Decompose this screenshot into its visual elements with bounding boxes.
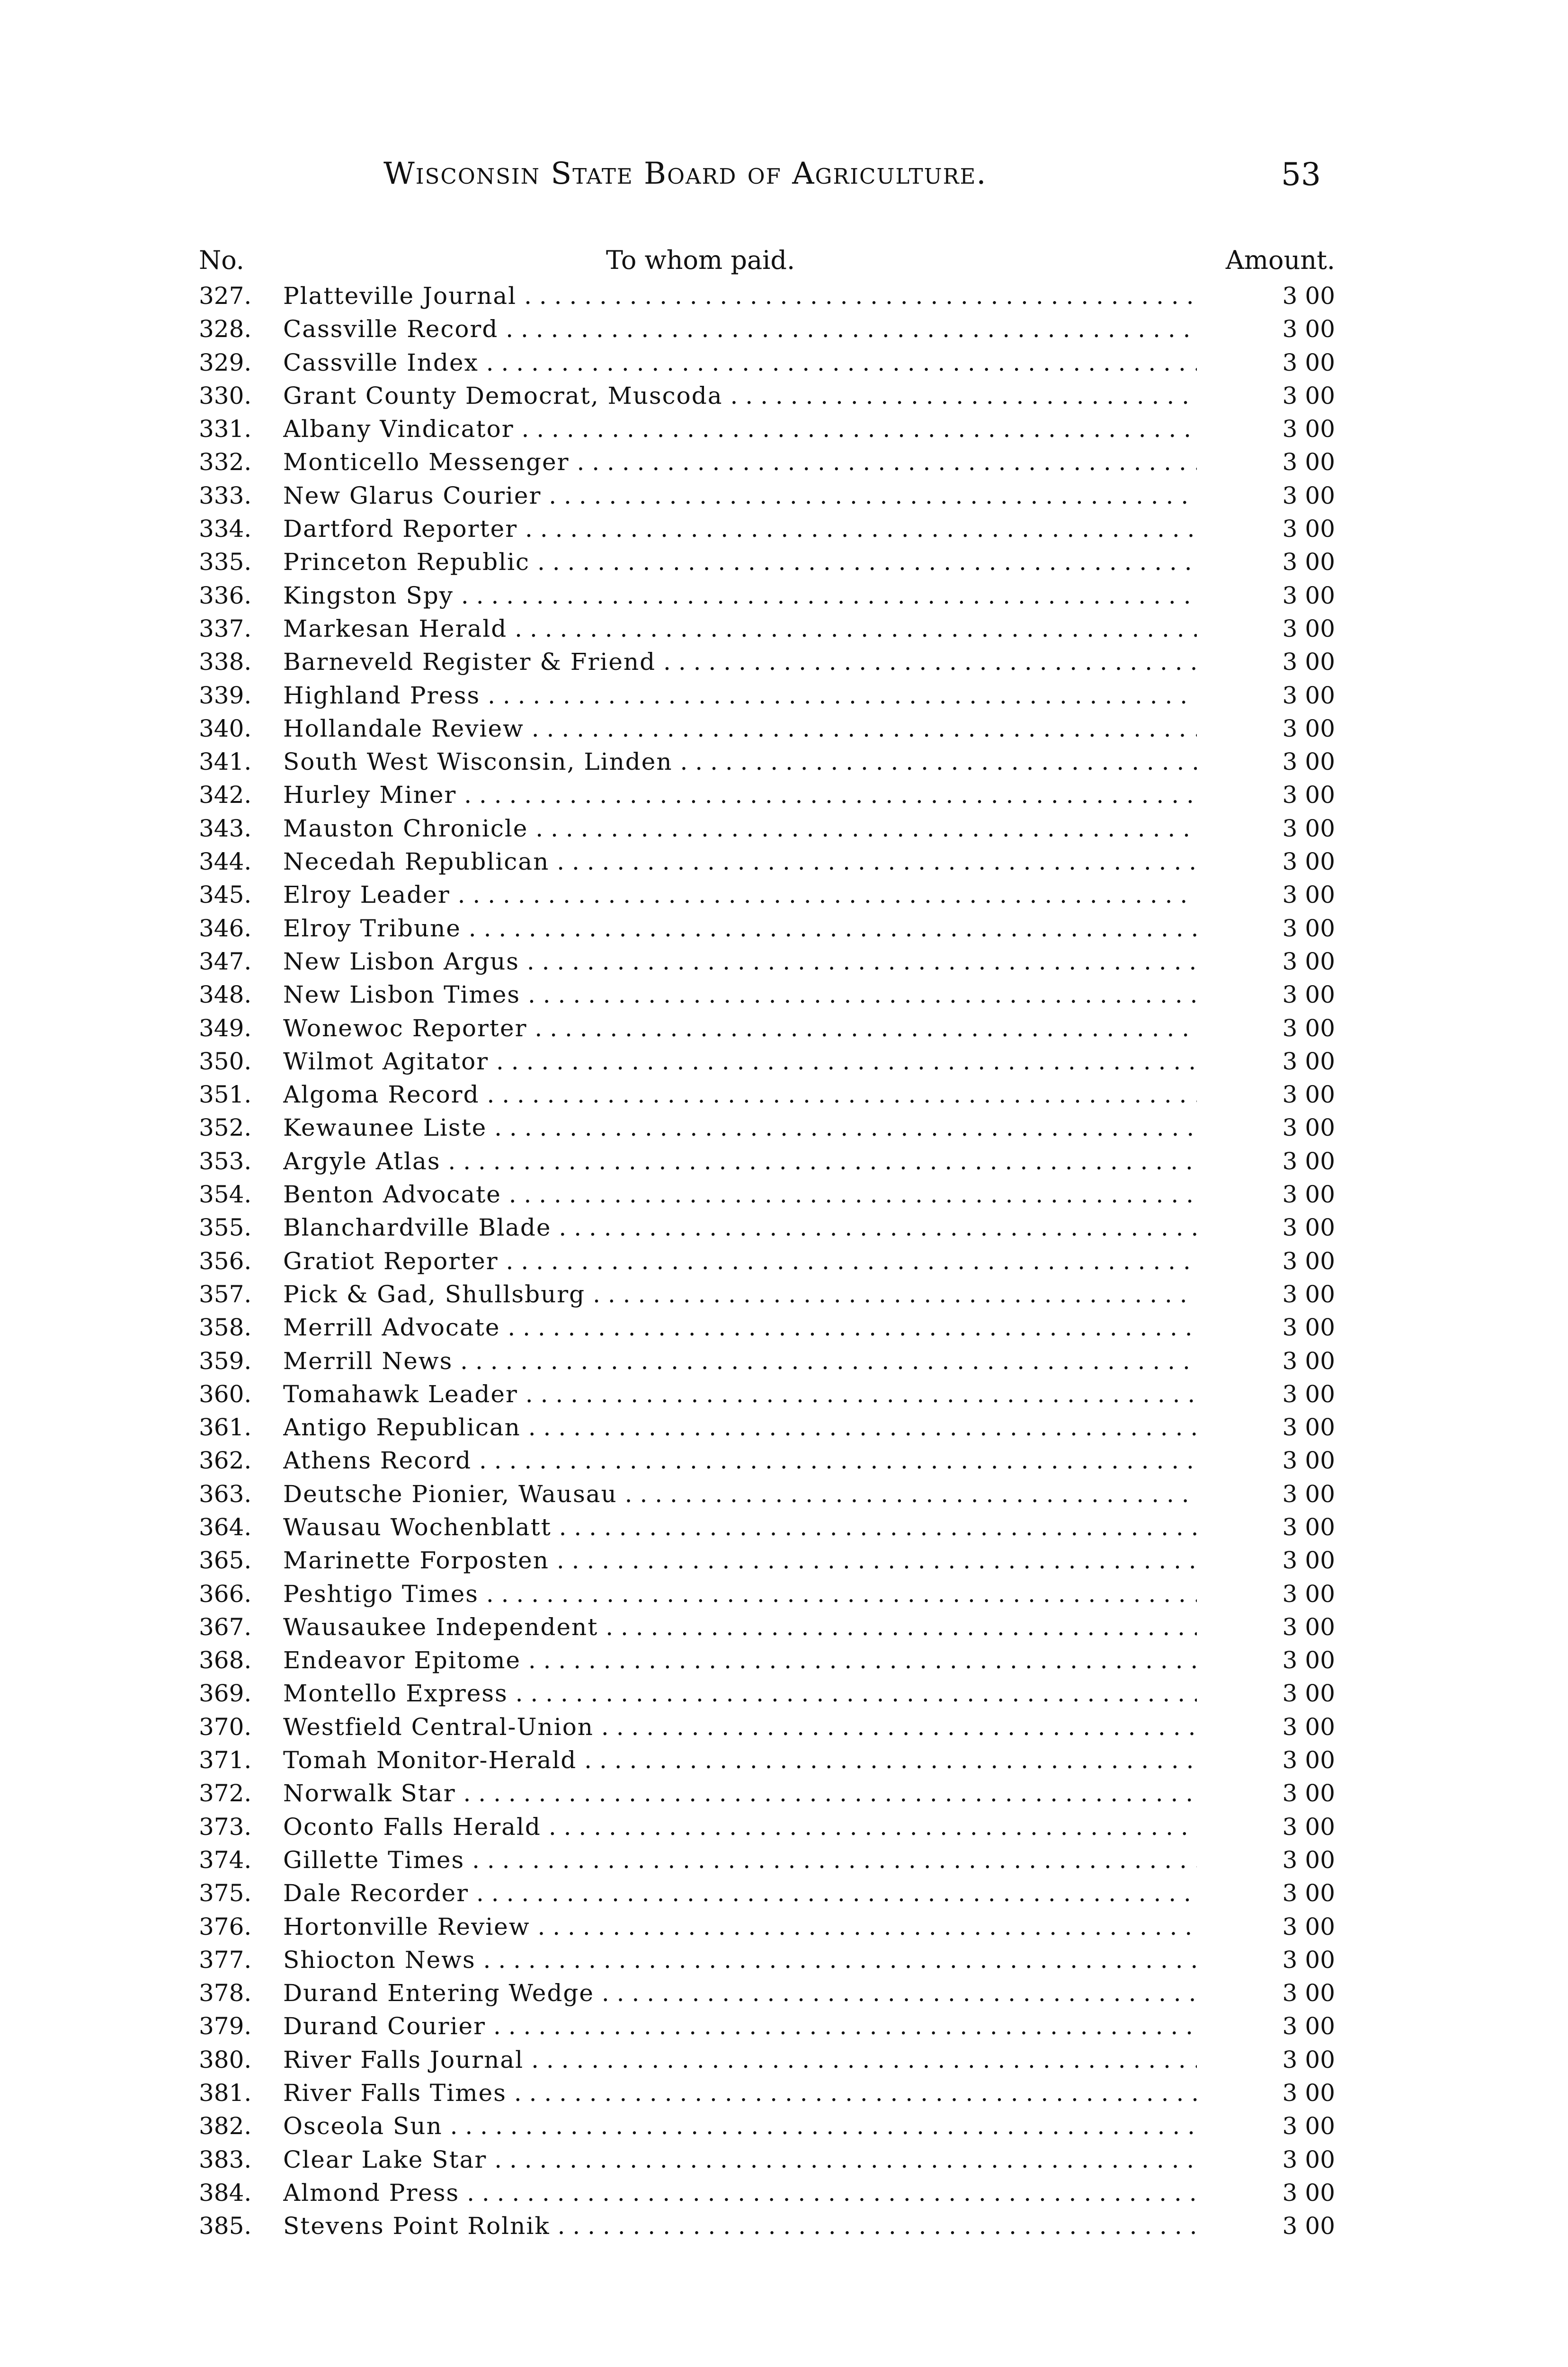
- entry-number: 372.: [199, 1780, 252, 1807]
- table-row: [199, 878, 1335, 911]
- entry-amount: 3 00: [1282, 1580, 1335, 1608]
- entry-amount: 3 00: [1282, 2012, 1335, 2040]
- entry-payee: Mauston Chronicle . . .: [283, 812, 1197, 845]
- entry-number: 342.: [199, 781, 252, 809]
- entry-number: 378.: [199, 1979, 252, 2007]
- table-row: [199, 1810, 1335, 1843]
- entry-amount: 3 00: [1282, 1680, 1335, 1708]
- entry-amount: 3 00: [1282, 1447, 1335, 1475]
- entry-payee: Barneveld Register & Friend . . .: [283, 645, 1197, 678]
- entry-number: 383.: [199, 2145, 252, 2173]
- entry-amount: 3 00: [1282, 1247, 1335, 1275]
- entry-amount: 3 00: [1282, 681, 1335, 709]
- entry-number: 365.: [199, 1547, 252, 1575]
- entry-number: 336.: [199, 581, 252, 609]
- entry-payee: Grant County Democrat, Muscoda . . .: [283, 379, 1197, 412]
- table-row: [199, 778, 1335, 811]
- entry-number: 348.: [199, 981, 252, 1009]
- entry-payee: New Lisbon Times . . .: [283, 978, 1197, 1011]
- entry-payee: Durand Courier . . .: [283, 2010, 1197, 2043]
- entry-number: 333.: [199, 481, 252, 509]
- entry-payee: New Glarus Courier . . .: [283, 479, 1197, 512]
- entry-payee: Argyle Atlas . . .: [283, 1145, 1197, 1178]
- table-row: [199, 2143, 1335, 2176]
- entry-payee: Gratiot Reporter . . .: [283, 1245, 1197, 1278]
- entry-amount: 3 00: [1282, 1314, 1335, 1342]
- entry-payee: Albany Vindicator . . .: [283, 412, 1197, 445]
- table-row: [199, 812, 1335, 845]
- entry-amount: 3 00: [1282, 1480, 1335, 1508]
- entry-payee: Tomahawk Leader . . .: [283, 1378, 1197, 1411]
- entry-amount: 3 00: [1282, 914, 1335, 942]
- entry-amount: 3 00: [1282, 1979, 1335, 2007]
- entry-payee: Hurley Miner . . .: [283, 778, 1197, 811]
- entry-payee: Durand Entering Wedge . . .: [283, 1976, 1197, 2010]
- table-row: [199, 679, 1335, 712]
- entry-payee: Norwalk Star . . .: [283, 1777, 1197, 1810]
- entry-payee: Endeavor Epitome . . .: [283, 1644, 1197, 1677]
- entry-number: 369.: [199, 1680, 252, 1708]
- entry-number: 379.: [199, 2012, 252, 2040]
- table-row: [199, 745, 1335, 778]
- entry-amount: 3 00: [1282, 282, 1335, 310]
- entry-amount: 3 00: [1282, 1780, 1335, 1807]
- entry-payee: Peshtigo Times . . .: [283, 1577, 1197, 1611]
- entry-payee: Dale Recorder . . .: [283, 1877, 1197, 1910]
- entry-number: 344.: [199, 848, 252, 876]
- entry-payee: Kewaunee Liste . . .: [283, 1111, 1197, 1144]
- entry-number: 368.: [199, 1646, 252, 1674]
- entry-amount: 3 00: [1282, 1114, 1335, 1142]
- entry-number: 347.: [199, 947, 252, 975]
- entry-number: 361.: [199, 1414, 252, 1442]
- column-header-amount: Amount.: [1225, 245, 1335, 275]
- entry-payee: Gillette Times . . .: [283, 1843, 1197, 1877]
- entry-amount: 3 00: [1282, 848, 1335, 876]
- entry-number: 341.: [199, 748, 252, 776]
- entry-payee: Benton Advocate . . .: [283, 1178, 1197, 1211]
- entry-number: 343.: [199, 814, 252, 842]
- entry-number: 366.: [199, 1580, 252, 1608]
- table-row: [199, 1677, 1335, 1710]
- entry-payee: Wausaukee Independent . . .: [283, 1611, 1197, 1644]
- entry-amount: 3 00: [1282, 781, 1335, 809]
- entry-payee: Hortonville Review . . .: [283, 1910, 1197, 1943]
- entry-amount: 3 00: [1282, 1181, 1335, 1209]
- entry-amount: 3 00: [1282, 1347, 1335, 1375]
- table-row: [199, 579, 1335, 612]
- entry-payee: Dartford Reporter . . .: [283, 512, 1197, 545]
- table-row: [199, 645, 1335, 678]
- entry-number: 358.: [199, 1314, 252, 1342]
- table-row: [199, 1910, 1335, 1943]
- entry-amount: 3 00: [1282, 348, 1335, 376]
- entry-payee: Osceola Sun . . .: [283, 2109, 1197, 2143]
- entry-number: 349.: [199, 1014, 252, 1042]
- entry-payee: Markesan Herald . . .: [283, 612, 1197, 645]
- entry-amount: 3 00: [1282, 515, 1335, 543]
- entry-payee: Necedah Republican . . .: [283, 845, 1197, 878]
- entry-amount: 3 00: [1282, 2046, 1335, 2073]
- table-row: [199, 1145, 1335, 1178]
- table-row: [199, 1444, 1335, 1477]
- entry-number: 374.: [199, 1846, 252, 1874]
- entry-number: 328.: [199, 315, 252, 343]
- table-row: [199, 612, 1335, 645]
- page-title: Wisconsin State Board of Agriculture.: [383, 156, 987, 191]
- table-row: [199, 1178, 1335, 1211]
- table-row: [199, 312, 1335, 346]
- entry-number: 384.: [199, 2179, 252, 2207]
- table-row: [199, 1710, 1335, 1744]
- entry-amount: 3 00: [1282, 1879, 1335, 1907]
- table-row: [199, 1943, 1335, 1976]
- entry-amount: 3 00: [1282, 1513, 1335, 1541]
- entry-number: 385.: [199, 2212, 252, 2240]
- entry-payee: Tomah Monitor-Herald . . .: [283, 1744, 1197, 1777]
- entry-payee: Merrill News . . .: [283, 1344, 1197, 1378]
- entry-amount: 3 00: [1282, 315, 1335, 343]
- entry-amount: 3 00: [1282, 2079, 1335, 2107]
- entry-payee: Shiocton News . . .: [283, 1943, 1197, 1976]
- table-header: [199, 245, 1335, 278]
- entry-payee: Elroy Leader . . .: [283, 878, 1197, 911]
- entry-number: 357.: [199, 1280, 252, 1308]
- entry-number: 334.: [199, 515, 252, 543]
- entry-number: 364.: [199, 1513, 252, 1541]
- entry-payee: Cassville Index . . .: [283, 346, 1197, 379]
- table-row: [199, 512, 1335, 545]
- table-row: [199, 1078, 1335, 1111]
- entry-payee: Merrill Advocate . . .: [283, 1311, 1197, 1344]
- entry-number: 360.: [199, 1380, 252, 1408]
- entry-amount: 3 00: [1282, 2212, 1335, 2240]
- entry-payee: South West Wisconsin, Linden . . .: [283, 745, 1197, 778]
- entry-amount: 3 00: [1282, 481, 1335, 509]
- entry-number: 371.: [199, 1746, 252, 1774]
- entry-payee: Highland Press . . .: [283, 679, 1197, 712]
- table-row: [199, 346, 1335, 379]
- entry-number: 377.: [199, 1946, 252, 1974]
- entry-payee: Cassville Record . . .: [283, 312, 1197, 346]
- entry-payee: Athens Record . . .: [283, 1444, 1197, 1477]
- entry-amount: 3 00: [1282, 382, 1335, 409]
- table-row: [199, 1843, 1335, 1877]
- entry-payee: Princeton Republic . . .: [283, 545, 1197, 578]
- table-row: [199, 2209, 1335, 2242]
- table-row: [199, 2076, 1335, 2109]
- table-row: [199, 912, 1335, 945]
- entry-payee: Kingston Spy . . .: [283, 579, 1197, 612]
- entry-amount: 3 00: [1282, 1081, 1335, 1109]
- entry-number: 351.: [199, 1081, 252, 1109]
- entry-number: 362.: [199, 1447, 252, 1475]
- entry-amount: 3 00: [1282, 881, 1335, 909]
- entry-payee: Oconto Falls Herald . . .: [283, 1810, 1197, 1843]
- entry-payee: Marinette Forposten . . .: [283, 1544, 1197, 1577]
- table-row: [199, 1644, 1335, 1677]
- entry-amount: 3 00: [1282, 1713, 1335, 1741]
- entry-amount: 3 00: [1282, 2112, 1335, 2140]
- entry-number: 338.: [199, 648, 252, 676]
- entry-payee: Westfield Central-Union . . .: [283, 1710, 1197, 1744]
- entry-number: 381.: [199, 2079, 252, 2107]
- entry-amount: 3 00: [1282, 714, 1335, 742]
- entry-amount: 3 00: [1282, 1414, 1335, 1442]
- table-row: [199, 545, 1335, 578]
- table-row: [199, 712, 1335, 745]
- entry-payee: River Falls Journal . . .: [283, 2043, 1197, 2076]
- entry-number: 352.: [199, 1114, 252, 1142]
- entry-number: 329.: [199, 348, 252, 376]
- entry-amount: 3 00: [1282, 1846, 1335, 1874]
- table-row: [199, 1511, 1335, 1544]
- table-row: [199, 2176, 1335, 2209]
- entry-number: 345.: [199, 881, 252, 909]
- entry-payee: Deutsche Pionier, Wausau . . .: [283, 1477, 1197, 1511]
- entry-payee: Blanchardville Blade . . .: [283, 1211, 1197, 1244]
- entry-amount: 3 00: [1282, 1280, 1335, 1308]
- table-row: [199, 845, 1335, 878]
- entry-number: 335.: [199, 548, 252, 576]
- entry-number: 353.: [199, 1147, 252, 1175]
- entry-amount: 3 00: [1282, 2145, 1335, 2173]
- table-row: [199, 1344, 1335, 1378]
- entry-payee: Antigo Republican . . .: [283, 1411, 1197, 1444]
- entry-amount: 3 00: [1282, 1813, 1335, 1841]
- entry-payee: Montello Express . . .: [283, 1677, 1197, 1710]
- table-row: [199, 1211, 1335, 1244]
- entry-payee: Algoma Record . . .: [283, 1078, 1197, 1111]
- entry-number: 331.: [199, 415, 252, 443]
- table-row: [199, 1278, 1335, 1311]
- entry-payee: Wilmot Agitator . . .: [283, 1045, 1197, 1078]
- entry-amount: 3 00: [1282, 1147, 1335, 1175]
- entry-number: 350.: [199, 1047, 252, 1075]
- entry-payee: Elroy Tribune . . .: [283, 912, 1197, 945]
- table-row: [199, 1976, 1335, 2010]
- table-row: [199, 1311, 1335, 1344]
- entry-amount: 3 00: [1282, 1746, 1335, 1774]
- payment-list: [199, 279, 1335, 2243]
- table-row: [199, 2109, 1335, 2143]
- entry-number: 367.: [199, 1613, 252, 1641]
- entry-amount: 3 00: [1282, 1913, 1335, 1940]
- entry-amount: 3 00: [1282, 748, 1335, 776]
- entry-number: 380.: [199, 2046, 252, 2073]
- entry-amount: 3 00: [1282, 1946, 1335, 1974]
- table-row: [199, 1544, 1335, 1577]
- entry-amount: 3 00: [1282, 1613, 1335, 1641]
- entry-amount: 3 00: [1282, 1547, 1335, 1575]
- entry-number: 355.: [199, 1214, 252, 1242]
- table-row: [199, 1045, 1335, 1078]
- entry-amount: 3 00: [1282, 2179, 1335, 2207]
- entry-amount: 3 00: [1282, 1380, 1335, 1408]
- entry-payee: Wonewoc Reporter . . .: [283, 1012, 1197, 1045]
- entry-payee: Platteville Journal . . .: [283, 279, 1197, 312]
- table-row: [199, 1111, 1335, 1144]
- column-header-to-whom-paid: To whom paid.: [606, 245, 795, 275]
- entry-payee: Stevens Point Rolnik . . .: [283, 2209, 1197, 2242]
- entry-amount: 3 00: [1282, 548, 1335, 576]
- entry-amount: 3 00: [1282, 415, 1335, 443]
- column-header-no: No.: [199, 245, 244, 275]
- table-row: [199, 1744, 1335, 1777]
- entry-amount: 3 00: [1282, 947, 1335, 975]
- table-row: [199, 379, 1335, 412]
- entry-number: 337.: [199, 614, 252, 642]
- entry-payee: River Falls Times . . .: [283, 2076, 1197, 2109]
- table-row: [199, 2043, 1335, 2076]
- entry-amount: 3 00: [1282, 1646, 1335, 1674]
- entry-number: 339.: [199, 681, 252, 709]
- table-row: [199, 445, 1335, 479]
- table-row: [199, 479, 1335, 512]
- table-row: [199, 1378, 1335, 1411]
- entry-number: 340.: [199, 714, 252, 742]
- entry-number: 327.: [199, 282, 252, 310]
- entry-amount: 3 00: [1282, 981, 1335, 1009]
- table-row: [199, 1245, 1335, 1278]
- entry-number: 354.: [199, 1181, 252, 1209]
- entry-number: 332.: [199, 448, 252, 476]
- table-row: [199, 1012, 1335, 1045]
- entry-payee: Almond Press . . .: [283, 2176, 1197, 2209]
- table-row: [199, 279, 1335, 312]
- page-header: [383, 156, 1321, 199]
- entry-amount: 3 00: [1282, 1014, 1335, 1042]
- entry-number: 375.: [199, 1879, 252, 1907]
- entry-payee: Wausau Wochenblatt . . .: [283, 1511, 1197, 1544]
- entry-number: 356.: [199, 1247, 252, 1275]
- table-row: [199, 412, 1335, 445]
- entry-number: 346.: [199, 914, 252, 942]
- table-row: [199, 2010, 1335, 2043]
- entry-payee: Clear Lake Star . . .: [283, 2143, 1197, 2176]
- table-row: [199, 1477, 1335, 1511]
- entry-amount: 3 00: [1282, 448, 1335, 476]
- entry-payee: Hollandale Review . . .: [283, 712, 1197, 745]
- entry-number: 376.: [199, 1913, 252, 1940]
- entry-amount: 3 00: [1282, 1214, 1335, 1242]
- entry-payee: New Lisbon Argus . . .: [283, 945, 1197, 978]
- table-row: [199, 1411, 1335, 1444]
- table-row: [199, 1777, 1335, 1810]
- entry-number: 370.: [199, 1713, 252, 1741]
- page-number: 53: [1281, 156, 1321, 193]
- table-row: [199, 1577, 1335, 1611]
- table-row: [199, 1611, 1335, 1644]
- entry-amount: 3 00: [1282, 581, 1335, 609]
- table-row: [199, 945, 1335, 978]
- entry-number: 359.: [199, 1347, 252, 1375]
- entry-number: 382.: [199, 2112, 252, 2140]
- entry-number: 373.: [199, 1813, 252, 1841]
- entry-amount: 3 00: [1282, 614, 1335, 642]
- entry-payee: Pick & Gad, Shullsburg . . .: [283, 1278, 1197, 1311]
- table-row: [199, 1877, 1335, 1910]
- table-row: [199, 978, 1335, 1011]
- entry-amount: 3 00: [1282, 814, 1335, 842]
- entry-amount: 3 00: [1282, 648, 1335, 676]
- entry-amount: 3 00: [1282, 1047, 1335, 1075]
- entry-number: 330.: [199, 382, 252, 409]
- entry-payee: Monticello Messenger . . .: [283, 445, 1197, 479]
- entry-number: 363.: [199, 1480, 252, 1508]
